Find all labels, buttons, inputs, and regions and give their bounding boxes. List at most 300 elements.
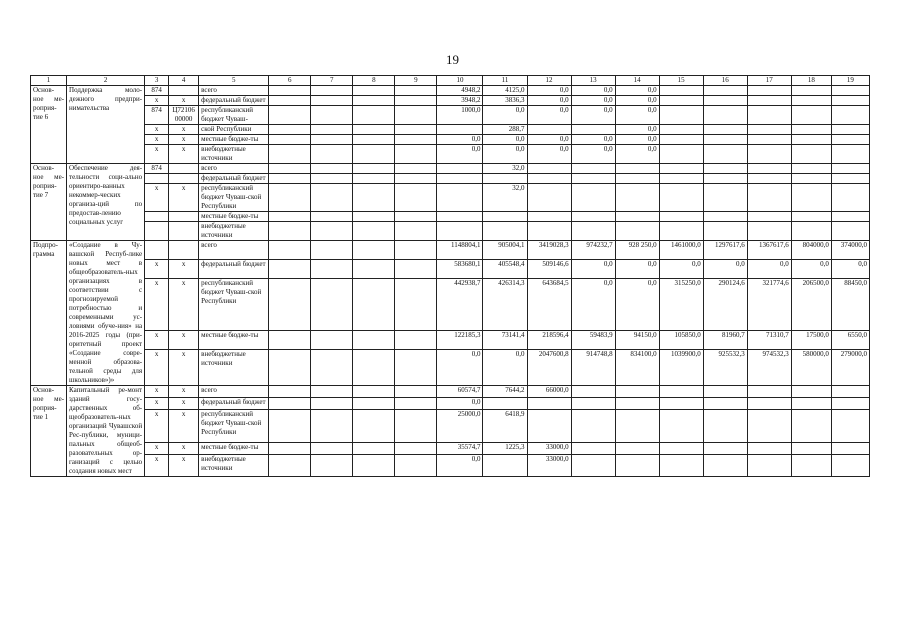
- amount-cell: [483, 454, 527, 476]
- amount-cell: [571, 212, 615, 222]
- table-row: [31, 259, 870, 278]
- amount-cell: [353, 222, 395, 241]
- amount-cell: [615, 212, 659, 222]
- table-row: [31, 174, 870, 184]
- amount-cell: [831, 96, 869, 106]
- funding-source-cell: федеральный бюджет: [199, 174, 269, 184]
- table-row: [31, 164, 870, 174]
- amount-cell: [615, 442, 659, 454]
- amount-cell: 17500,0: [791, 331, 831, 350]
- amount-cell: 32,0: [483, 184, 527, 212]
- budget-table: [30, 75, 870, 477]
- amount-cell: [527, 409, 571, 442]
- amount-cell: [353, 278, 395, 331]
- amount-cell: [659, 125, 703, 135]
- budget-code-cell: x: [169, 386, 199, 398]
- amount-cell: 0,0: [571, 278, 615, 331]
- amount-cell: [615, 164, 659, 174]
- amount-cell: 0,0: [615, 106, 659, 125]
- amount-cell: [747, 164, 791, 174]
- table-row: [31, 222, 870, 241]
- amount-cell: [527, 212, 571, 222]
- amount-cell: [659, 174, 703, 184]
- amount-cell: [395, 241, 437, 260]
- amount-cell: 0,0: [571, 96, 615, 106]
- amount-cell: 1367617,6: [747, 241, 791, 260]
- funding-source-cell: местные бюдже-ты: [199, 135, 269, 145]
- amount-cell: 0,0: [571, 106, 615, 125]
- amount-cell: [703, 145, 747, 164]
- responsible-code-cell: x: [145, 409, 169, 442]
- table-row: [31, 442, 870, 454]
- amount-cell: [747, 212, 791, 222]
- amount-cell: [791, 409, 831, 442]
- amount-cell: [659, 222, 703, 241]
- page-number: 19: [446, 52, 459, 67]
- amount-cell: [353, 241, 395, 260]
- amount-cell: 0,0: [571, 86, 615, 96]
- amount-cell: [791, 106, 831, 125]
- amount-cell: 122185,3: [437, 331, 483, 350]
- responsible-code-cell: x: [145, 386, 169, 398]
- table-row: [31, 409, 870, 442]
- amount-cell: [659, 106, 703, 125]
- amount-cell: 0,0: [571, 259, 615, 278]
- amount-cell: [659, 86, 703, 96]
- amount-cell: [747, 442, 791, 454]
- amount-cell: [659, 96, 703, 106]
- amount-cell: [311, 125, 353, 135]
- amount-cell: [311, 259, 353, 278]
- amount-cell: [791, 125, 831, 135]
- responsible-code-cell: [145, 174, 169, 184]
- amount-cell: 35574,7: [437, 442, 483, 454]
- amount-cell: [571, 184, 615, 212]
- amount-cell: 0,0: [483, 350, 527, 386]
- table-row: [31, 145, 870, 164]
- amount-cell: 0,0: [571, 135, 615, 145]
- amount-cell: [747, 106, 791, 125]
- amount-cell: 279000,0: [831, 350, 869, 386]
- funding-source-cell: местные бюдже-ты: [199, 442, 269, 454]
- amount-cell: [395, 259, 437, 278]
- amount-cell: [395, 135, 437, 145]
- table-row: [31, 331, 870, 350]
- amount-cell: [831, 164, 869, 174]
- amount-cell: 88450,0: [831, 278, 869, 331]
- amount-cell: [269, 409, 311, 442]
- budget-code-cell: [169, 174, 199, 184]
- amount-cell: [791, 222, 831, 241]
- amount-cell: [437, 212, 483, 222]
- amount-cell: [353, 106, 395, 125]
- amount-cell: 25000,0: [437, 409, 483, 442]
- funding-source-cell: всего: [199, 241, 269, 260]
- amount-cell: [395, 442, 437, 454]
- amount-cell: [831, 386, 869, 398]
- amount-cell: [483, 397, 527, 409]
- amount-cell: [353, 174, 395, 184]
- amount-cell: [269, 331, 311, 350]
- amount-cell: [395, 222, 437, 241]
- amount-cell: 60574,7: [437, 386, 483, 398]
- amount-cell: [395, 96, 437, 106]
- column-number: 10: [437, 76, 483, 86]
- amount-cell: [831, 222, 869, 241]
- amount-cell: [747, 397, 791, 409]
- amount-cell: 0,0: [747, 259, 791, 278]
- column-number: 15: [659, 76, 703, 86]
- responsible-code-cell: x: [145, 331, 169, 350]
- amount-cell: [353, 397, 395, 409]
- column-number: 2: [67, 76, 145, 86]
- amount-cell: 0,0: [527, 135, 571, 145]
- amount-cell: [353, 331, 395, 350]
- funding-source-cell: всего: [199, 86, 269, 96]
- amount-cell: 4948,2: [437, 86, 483, 96]
- amount-cell: [269, 278, 311, 331]
- amount-cell: [353, 386, 395, 398]
- amount-cell: [311, 397, 353, 409]
- amount-cell: [831, 397, 869, 409]
- amount-cell: [437, 222, 483, 241]
- budget-code-cell: x: [169, 397, 199, 409]
- amount-cell: [269, 145, 311, 164]
- amount-cell: [791, 184, 831, 212]
- amount-cell: [831, 409, 869, 442]
- activity-status-cell: Основ-ное ме-роприя-тие 1: [31, 386, 67, 477]
- amount-cell: [311, 222, 353, 241]
- amount-cell: 0,0: [615, 145, 659, 164]
- amount-cell: [395, 397, 437, 409]
- amount-cell: [353, 442, 395, 454]
- amount-cell: [791, 386, 831, 398]
- amount-cell: [437, 164, 483, 174]
- amount-cell: [311, 442, 353, 454]
- amount-cell: 315250,0: [659, 278, 703, 331]
- amount-cell: [703, 212, 747, 222]
- funding-source-cell: всего: [199, 386, 269, 398]
- table-row: [31, 454, 870, 476]
- amount-cell: [703, 125, 747, 135]
- amount-cell: 33000,0: [527, 454, 571, 476]
- amount-cell: [659, 454, 703, 476]
- funding-source-cell: федеральный бюджет: [199, 259, 269, 278]
- amount-cell: [353, 350, 395, 386]
- amount-cell: [703, 454, 747, 476]
- amount-cell: 1297617,6: [703, 241, 747, 260]
- amount-cell: 974532,3: [747, 350, 791, 386]
- amount-cell: [831, 212, 869, 222]
- responsible-code-cell: x: [145, 125, 169, 135]
- amount-cell: [615, 397, 659, 409]
- table-row: [31, 106, 870, 125]
- amount-cell: 0,0: [483, 135, 527, 145]
- funding-source-cell: республиканский бюджет Чуваш-: [199, 106, 269, 125]
- amount-cell: [791, 145, 831, 164]
- amount-cell: 974232,7: [571, 241, 615, 260]
- amount-cell: [527, 184, 571, 212]
- amount-cell: [269, 386, 311, 398]
- budget-code-cell: x: [169, 331, 199, 350]
- amount-cell: 59483,9: [571, 331, 615, 350]
- amount-cell: [395, 278, 437, 331]
- responsible-code-cell: x: [145, 259, 169, 278]
- amount-cell: 0,0: [615, 96, 659, 106]
- funding-source-cell: внебюджетные источники: [199, 222, 269, 241]
- amount-cell: [791, 174, 831, 184]
- amount-cell: 0,0: [831, 259, 869, 278]
- amount-cell: [615, 222, 659, 241]
- amount-cell: [659, 442, 703, 454]
- amount-cell: [269, 96, 311, 106]
- amount-cell: [747, 184, 791, 212]
- amount-cell: 81960,7: [703, 331, 747, 350]
- column-number: 19: [831, 76, 869, 86]
- amount-cell: 7644,2: [483, 386, 527, 398]
- amount-cell: 0,0: [437, 454, 483, 476]
- table-row: [31, 212, 870, 222]
- table-row: [31, 135, 870, 145]
- responsible-code-cell: 874: [145, 86, 169, 96]
- column-number: 3: [145, 76, 169, 86]
- amount-cell: [703, 135, 747, 145]
- activity-name-cell: Капитальный ре-монт зданий госу-дарственных об-щеобразователь-ных организаций Чувашской Рес-публики, муници-пальных общеоб-разовательных ор-ганизаций с целью создания новых мест: [67, 386, 145, 477]
- activity-status-cell: Основ-ное ме-роприя-тие 7: [31, 164, 67, 241]
- amount-cell: [353, 259, 395, 278]
- column-number: 12: [527, 76, 571, 86]
- budget-code-cell: [169, 86, 199, 96]
- amount-cell: [571, 397, 615, 409]
- amount-cell: [703, 106, 747, 125]
- amount-cell: [395, 164, 437, 174]
- amount-cell: 66000,0: [527, 386, 571, 398]
- amount-cell: [703, 386, 747, 398]
- amount-cell: [353, 184, 395, 212]
- activity-name-cell: «Создание в Чу-вашской Респуб-лике новых мест в общеобразователь-ных организациях в соответствии с прогнозируемой потребностью и современными ус-ловиями обуче-ния» на 2016-2025 годы (при-оритетный проект «Создание совре-менной образова-тельной среды для школьников»)»: [67, 241, 145, 386]
- amount-cell: [791, 454, 831, 476]
- budget-code-cell: [169, 212, 199, 222]
- amount-cell: [527, 397, 571, 409]
- funding-source-cell: федеральный бюджет: [199, 96, 269, 106]
- amount-cell: 0,0: [615, 278, 659, 331]
- amount-cell: 0,0: [437, 135, 483, 145]
- amount-cell: [269, 454, 311, 476]
- amount-cell: [571, 386, 615, 398]
- activity-name-cell: Поддержка моло-дежного предпри-нимательства: [67, 86, 145, 164]
- amount-cell: 0,0: [483, 106, 527, 125]
- amount-cell: [571, 174, 615, 184]
- amount-cell: [395, 125, 437, 135]
- amount-cell: [395, 106, 437, 125]
- amount-cell: [527, 174, 571, 184]
- amount-cell: [791, 397, 831, 409]
- amount-cell: [311, 212, 353, 222]
- responsible-code-cell: x: [145, 135, 169, 145]
- column-number: 17: [747, 76, 791, 86]
- amount-cell: [571, 442, 615, 454]
- budget-code-cell: x: [169, 442, 199, 454]
- amount-cell: [353, 409, 395, 442]
- amount-cell: [747, 409, 791, 442]
- table-row: [31, 278, 870, 331]
- amount-cell: 0,0: [615, 125, 659, 135]
- responsible-code-cell: 874: [145, 106, 169, 125]
- responsible-code-cell: x: [145, 442, 169, 454]
- amount-cell: 426314,3: [483, 278, 527, 331]
- amount-cell: [311, 331, 353, 350]
- amount-cell: [571, 454, 615, 476]
- amount-cell: [615, 454, 659, 476]
- amount-cell: [269, 442, 311, 454]
- amount-cell: [395, 409, 437, 442]
- amount-cell: 928 250,0: [615, 241, 659, 260]
- budget-code-cell: x: [169, 454, 199, 476]
- responsible-code-cell: x: [145, 350, 169, 386]
- amount-cell: [353, 454, 395, 476]
- amount-cell: [791, 212, 831, 222]
- amount-cell: 71310,7: [747, 331, 791, 350]
- amount-cell: [269, 222, 311, 241]
- responsible-code-cell: [145, 212, 169, 222]
- amount-cell: 1461000,0: [659, 241, 703, 260]
- amount-cell: [395, 184, 437, 212]
- amount-cell: [571, 164, 615, 174]
- table-row: [31, 241, 870, 260]
- amount-cell: [659, 164, 703, 174]
- amount-cell: [659, 135, 703, 145]
- funding-source-cell: внебюджетные источники: [199, 350, 269, 386]
- amount-cell: [311, 241, 353, 260]
- amount-cell: [831, 442, 869, 454]
- budget-code-cell: x: [169, 135, 199, 145]
- amount-cell: 374000,0: [831, 241, 869, 260]
- amount-cell: 442938,7: [437, 278, 483, 331]
- amount-cell: [747, 145, 791, 164]
- amount-cell: [703, 184, 747, 212]
- amount-cell: [395, 86, 437, 96]
- amount-cell: [747, 96, 791, 106]
- amount-cell: 1225,3: [483, 442, 527, 454]
- amount-cell: [353, 96, 395, 106]
- amount-cell: 925532,3: [703, 350, 747, 386]
- amount-cell: 32,0: [483, 164, 527, 174]
- amount-cell: [831, 184, 869, 212]
- amount-cell: [483, 212, 527, 222]
- amount-cell: [703, 86, 747, 96]
- amount-cell: [395, 212, 437, 222]
- table-row: [31, 350, 870, 386]
- amount-cell: 2047600,8: [527, 350, 571, 386]
- amount-cell: 3836,3: [483, 96, 527, 106]
- amount-cell: [703, 164, 747, 174]
- amount-cell: [831, 174, 869, 184]
- amount-cell: [615, 386, 659, 398]
- budget-code-cell: x: [169, 125, 199, 135]
- amount-cell: 0,0: [615, 86, 659, 96]
- column-number: 14: [615, 76, 659, 86]
- amount-cell: [269, 259, 311, 278]
- amount-cell: 0,0: [527, 145, 571, 164]
- amount-cell: [831, 145, 869, 164]
- budget-code-cell: x: [169, 145, 199, 164]
- column-number: 13: [571, 76, 615, 86]
- amount-cell: [703, 397, 747, 409]
- budget-code-cell: [169, 241, 199, 260]
- amount-cell: [353, 145, 395, 164]
- funding-source-cell: республиканский бюджет Чуваш-ской Республики: [199, 278, 269, 331]
- amount-cell: [659, 212, 703, 222]
- amount-cell: [527, 164, 571, 174]
- amount-cell: 509146,6: [527, 259, 571, 278]
- amount-cell: 4125,0: [483, 86, 527, 96]
- amount-cell: [747, 174, 791, 184]
- amount-cell: 834100,0: [615, 350, 659, 386]
- amount-cell: 0,0: [527, 86, 571, 96]
- budget-code-cell: x: [169, 259, 199, 278]
- funding-source-cell: внебюджетные источники: [199, 145, 269, 164]
- amount-cell: [269, 184, 311, 212]
- responsible-code-cell: x: [145, 454, 169, 476]
- amount-cell: [831, 106, 869, 125]
- column-number: 9: [395, 76, 437, 86]
- table-row: [31, 86, 870, 96]
- amount-cell: 1039900,0: [659, 350, 703, 386]
- amount-cell: 583680,1: [437, 259, 483, 278]
- amount-cell: 0,0: [483, 145, 527, 164]
- amount-cell: [395, 350, 437, 386]
- table-row: [31, 125, 870, 135]
- amount-cell: 0,0: [571, 145, 615, 164]
- budget-code-cell: [169, 222, 199, 241]
- amount-cell: [747, 125, 791, 135]
- amount-cell: [831, 454, 869, 476]
- amount-cell: [831, 125, 869, 135]
- amount-cell: [311, 350, 353, 386]
- amount-cell: [311, 409, 353, 442]
- amount-cell: 804000,0: [791, 241, 831, 260]
- funding-source-cell: республиканский бюджет Чуваш-ской Республики: [199, 184, 269, 212]
- amount-cell: [269, 212, 311, 222]
- amount-cell: [269, 135, 311, 145]
- amount-cell: [703, 442, 747, 454]
- column-number: 1: [31, 76, 67, 86]
- amount-cell: [437, 125, 483, 135]
- amount-cell: [747, 86, 791, 96]
- column-number: 8: [353, 76, 395, 86]
- amount-cell: [353, 125, 395, 135]
- amount-cell: [269, 164, 311, 174]
- amount-cell: 1000,0: [437, 106, 483, 125]
- amount-cell: [527, 125, 571, 135]
- amount-cell: [703, 409, 747, 442]
- activity-status-cell: Основ-ное ме-роприя-тие 6: [31, 86, 67, 164]
- amount-cell: 33000,0: [527, 442, 571, 454]
- table-row: [31, 184, 870, 212]
- amount-cell: [527, 222, 571, 241]
- amount-cell: [703, 174, 747, 184]
- table-row: [31, 397, 870, 409]
- funding-source-cell: всего: [199, 164, 269, 174]
- amount-cell: [659, 386, 703, 398]
- amount-cell: [659, 184, 703, 212]
- amount-cell: [571, 222, 615, 241]
- amount-cell: 0,0: [527, 96, 571, 106]
- amount-cell: [353, 164, 395, 174]
- amount-cell: 0,0: [437, 397, 483, 409]
- amount-cell: [659, 397, 703, 409]
- amount-cell: 914748,8: [571, 350, 615, 386]
